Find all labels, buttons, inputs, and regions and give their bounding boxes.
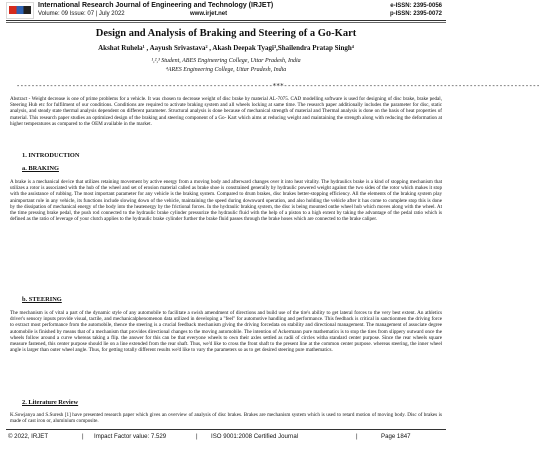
subsection-braking: a. BRAKING: [22, 165, 59, 172]
braking-paragraph: A brake is a mechanical device that utilizes retaining movement by active energy from a moving body and afterward changes over it into heat vitality. The hydraulics brake is a kind of stopping mechanism that utilizes a rotor is associated with the hub of the wheel and set of erosion material called as brake shoe is constrained generally by hydraulic powered weight against the two sides of the rotor which makes it stop with the assistance of rubbing. The most important parameter for any vehicle is the braking system. Compared to drum brakes, disc brakes better-stopping efficiency. All the elements of the braking system play animportant role in any vehicle, its functions include slowing down of the vehicle, maintaining the speed during downward operation, and also holding the vehicle after it has come to complete stop this is done by the dissipation of mechanical energy of the body into the heatenergy by the frictional forces. In the hydraulic braking system, the disc is being mounted onthe wheel hub which moves along with the wheel. At the time pressing brake pedal, the push rod connected to the hydraulic brake cylinder pressurize the hydraulic fluid with the help of a piston to a high extent by taking the advantage of the pedal ratio which is defined as the ratio of leverage of your clutch applies to the hydraulic brake cylinder further the brake fluid passes through the brake hoses which are connected to the brake caliper.: [10, 179, 442, 223]
steering-paragraph: The mechanism is of vital a part of the dynamic style of any automobile to facilitate a swish amendment of directions and build use of the tire's ability to get lateral forces to the very best extent. An athletics driver's sensory inputs provide visual, tactile, and mechanicalphenomenon data utilized in developing a "feel" for automotive handling and performance. This feedback is critical in sanctionmen the driving force to extract most performance from the automobile, thence the steering is a crucial feedback mechanism giving the driving forcedata on stability and directional management. The management of associate degree automobile is finished by means that of a mechanism that provides directional changes to the moving automobile. The intention of Ackermann pure mathematics is to stop the tires from slippery outward once the wheels follow around a curve whereas taking a flip. the answer for this can be that everyone wheels to own their axles settled as radii of circles witha standard center purpose. Since the rear wheels square measure fastened, this center purpose should lie on a line extended from the rear shaft. Thus, we'd like to cross the front shaft to the present line at the common center purpose. whereas steering, the inner wheel angle is larger than outer wheel angle. Thus, for getting totally different results we'd like to vary the parameters so as to get desired steering pure mathematics.: [10, 310, 442, 354]
affiliation-2: ⁴ARES Engineering College, Uttar Pradesh, India: [165, 67, 287, 73]
e-issn: e-ISSN: 2395-0056: [390, 3, 442, 9]
journal-website: www.irjet.net: [190, 11, 228, 17]
section-separator: ---------------------------------------------------------------------***---------------------------------------------------------------------: [16, 82, 540, 90]
header-rule: [6, 20, 446, 21]
affiliation-1: ¹,²,³ Student, ABES Engineering College, Uttar Pradesh, India: [151, 58, 301, 64]
journal-header: [6, 2, 446, 20]
journal-name: International Research Journal of Engineering and Technology (IRJET): [38, 2, 274, 9]
footer-page: Page 1847: [381, 433, 411, 440]
footer-divider-1: |: [82, 433, 84, 440]
section-introduction: 1. INTRODUCTION: [22, 152, 80, 159]
section-literature-review: 2. Literature Review: [22, 399, 79, 406]
volume-issue: Volume: 09 Issue: 07 | July 2022: [38, 11, 125, 17]
footer-divider-2: |: [196, 433, 198, 440]
footer-impact-factor: Impact Factor value: 7.529: [94, 433, 167, 440]
footer-iso: ISO 9001:2008 Certified Journal: [211, 433, 299, 440]
abstract: Abstract - Weight decrease is one of prime problems for a vehicle. It was chosen to decrease weight of disc brake by material AL-7075. CAD modelling software is used for designing of disc brake, brake pedal, Steering Hub etc for fulfilment of our conditions. Conditions are required to activate braking system and all wheels locking at same time. The research paper additionally includes the parameter for disc, static analysis, and steady state thermal analysis dependent on different parameter. Structural analysis is done because of mechanical strength of material and Thermal analysis is done on the basis of heat properties of material. This research paper studies an optimized design of the braking and steering component of a Go- Kart which aims at reducing weight and maintaining the strength along with reducing the deformation at higher temperatures as compared to the OEM available in the market.: [10, 96, 442, 127]
footer-divider-3: |: [356, 433, 358, 440]
paper-title: Design and Analysis of Braking and Steering of a Go-Kart: [95, 28, 357, 39]
header-rule-secondary: [6, 22, 446, 23]
irjet-logo: [6, 2, 34, 19]
subsection-steering: b. STEERING: [22, 296, 62, 303]
literature-paragraph: K.Sowjanya and S.Suresh [1] have presented research paper which gives an overview of analysis of disc brakes. Brakes are mechanism system which is used to retard motion of moving body. Disc of brakes is made of cast iron or, aluminium composite.: [10, 412, 442, 425]
footer-copyright: © 2022, IRJET: [8, 433, 49, 440]
p-issn: p-ISSN: 2395-0072: [389, 11, 442, 17]
footer-rule: [6, 429, 446, 430]
paper-authors: Akshat Ruhela¹ , Aayush Srivastava² , Akash Deepak Tyagi³,Shailendra Pratap Singh⁴: [98, 44, 354, 52]
